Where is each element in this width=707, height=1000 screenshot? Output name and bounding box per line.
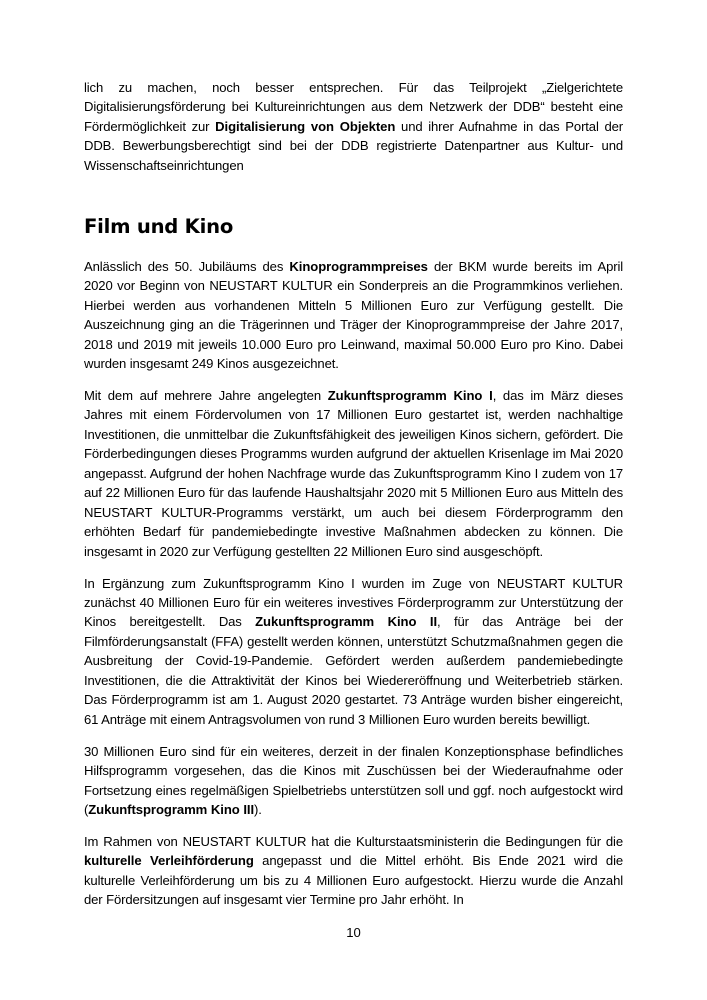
text-run: Mit dem auf mehrere Jahre angelegten xyxy=(84,387,328,403)
emphasis-run: Kinoprogrammpreises xyxy=(289,258,428,274)
emphasis-run: Zukunftsprogramm Kino I xyxy=(327,387,493,403)
paragraph-kulturelle-verleihfoerderung xyxy=(84,832,623,910)
text-run: , das im März dieses Jahres mit einem Fördervolumen von 17 Millionen Euro gestartet ist, werden nachhaltige Investitionen, die unmittelbar die Zukunftsfähigkeit des jeweiligen Kinos sichern, gefördert. Die Förderbedingungen dieses Programms wurden aufgrund der aktuellen Krisenlage im Mai 2020 angepasst. Aufgrund der hohen Nachfrage wurde das Zukunftsprogramm Kino I zudem von 17 auf 22 Millionen Euro für das laufende Haushaltsjahr 2020 mit 5 Millionen Euro aus Mitteln des NEUSTART KULTUR-Programms verstärkt, um auch bei diesem Förderprogramm den erhöhten Bedarf für pandemiebedingte investive Maßnahmen abdecken zu können. Die insgesamt in 2020 zur Verfügung gestellten 22 Millionen Euro sind ausgeschöpft. xyxy=(84,387,623,559)
paragraph-zukunftsprogramm-kino-2 xyxy=(84,574,623,730)
emphasis-run: Digitalisierung von Objekten xyxy=(215,118,396,134)
emphasis-run: Zukunftsprogramm Kino III xyxy=(88,802,255,818)
heading-top-spacer xyxy=(84,188,623,215)
text-run: angepasst und die Mittel erhöht. Bis Ende 2021 wird die kulturelle Verleihförderung um bis zu 4 Millionen Euro aufgestockt. Hierzu wurde die Anzahl der Fördersitzungen auf insgesamt vier Termine pro Jahr erhöht. In xyxy=(84,853,623,908)
page-content xyxy=(84,78,623,910)
text-run: ). xyxy=(254,802,262,818)
text-run: In Ergänzung zum Zukunftsprogramm Kino I wurden im Zuge von NEUSTART KULTUR zunächst 40 Millionen Euro für ein weiteres investives Förderprogramm zur Unterstützung der Kinos bereitgestellt. Das xyxy=(84,575,623,630)
text-run: Anlässlich des 50. Jubiläums des xyxy=(84,258,290,274)
text-run: , für das Anträge bei der Filmförderungsanstalt (FFA) gestellt werden können, unterstützt Schutzmaßnahmen gegen die Ausbreitung der Covid-19-Pandemie. Gefördert werden außerdem pandemiebedingte Investitionen, die die Attraktivität der Kinos bei Wiedereröffnung und Weiterbetrieb stärken. Das Förderprogramm ist am 1. August 2020 gestartet. 73 Anträge wurden bisher eingereicht, 61 Anträge mit einem Antragsvolumen von rund 3 Millionen Euro wurden bereits bewilligt. xyxy=(84,614,624,727)
page-number: 10 xyxy=(346,925,361,940)
paragraph-continuation xyxy=(84,78,623,175)
text-run: 30 Millionen Euro sind für ein weiteres, derzeit in der finalen Konzeptionsphase befindliches Hilfsprogramm vorgesehen, das die Kinos mit Zuschüssen bei der Wiederaufnahme oder Fortsetzung eines regelmäßigen Spielbetriebs unterstützen soll und ggf. noch aufgestockt wird ( xyxy=(84,743,623,818)
text-run: und ihrer Aufnahme in das Portal der DDB. Bewerbungsberechtigt sind bei der DDB registrierte Datenpartner aus Kultur- und Wissenschaftseinrichtungen xyxy=(84,118,624,173)
section-heading-film-und-kino: Film und Kino xyxy=(84,214,234,238)
paragraph-zukunftsprogramm-kino-3 xyxy=(84,742,623,820)
text-run: der BKM wurde bereits im April 2020 vor Beginn von NEUSTART KULTUR ein Sonderpreis an die Programmkinos verliehen. Hierbei werden aus vorhandenen Mitteln 5 Millionen Euro zur Verfügung gestellt. Die Auszeichnung ging an die Trägerinnen und Träger der Kinoprogrammpreise der Jahre 2017, 2018 und 2019 mit jeweils 10.000 Euro pro Leinwand, maximal 50.000 Euro pro Kino. Dabei wurden insgesamt 249 Kinos ausgezeichnet. xyxy=(84,258,624,372)
paragraph-zukunftsprogramm-kino-1 xyxy=(84,386,623,561)
emphasis-run: kulturelle Verleihförderung xyxy=(84,853,254,869)
paragraph-kinoprogrammpreis xyxy=(84,257,623,374)
text-run: Im Rahmen von NEUSTART KULTUR hat die Kulturstaatsministerin die Bedingungen für die xyxy=(84,834,623,849)
text-run: lich zu machen, noch besser entsprechen. Für das Teilprojekt „Zielgerichtete Digitalisierungsförderung bei Kultureinrichtungen aus dem Netzwerk der DDB“ besteht eine Fördermöglichkeit zur xyxy=(84,80,623,134)
emphasis-run: Zukunftsprogramm Kino II xyxy=(255,614,438,630)
heading-bottom-spacer xyxy=(84,239,623,257)
